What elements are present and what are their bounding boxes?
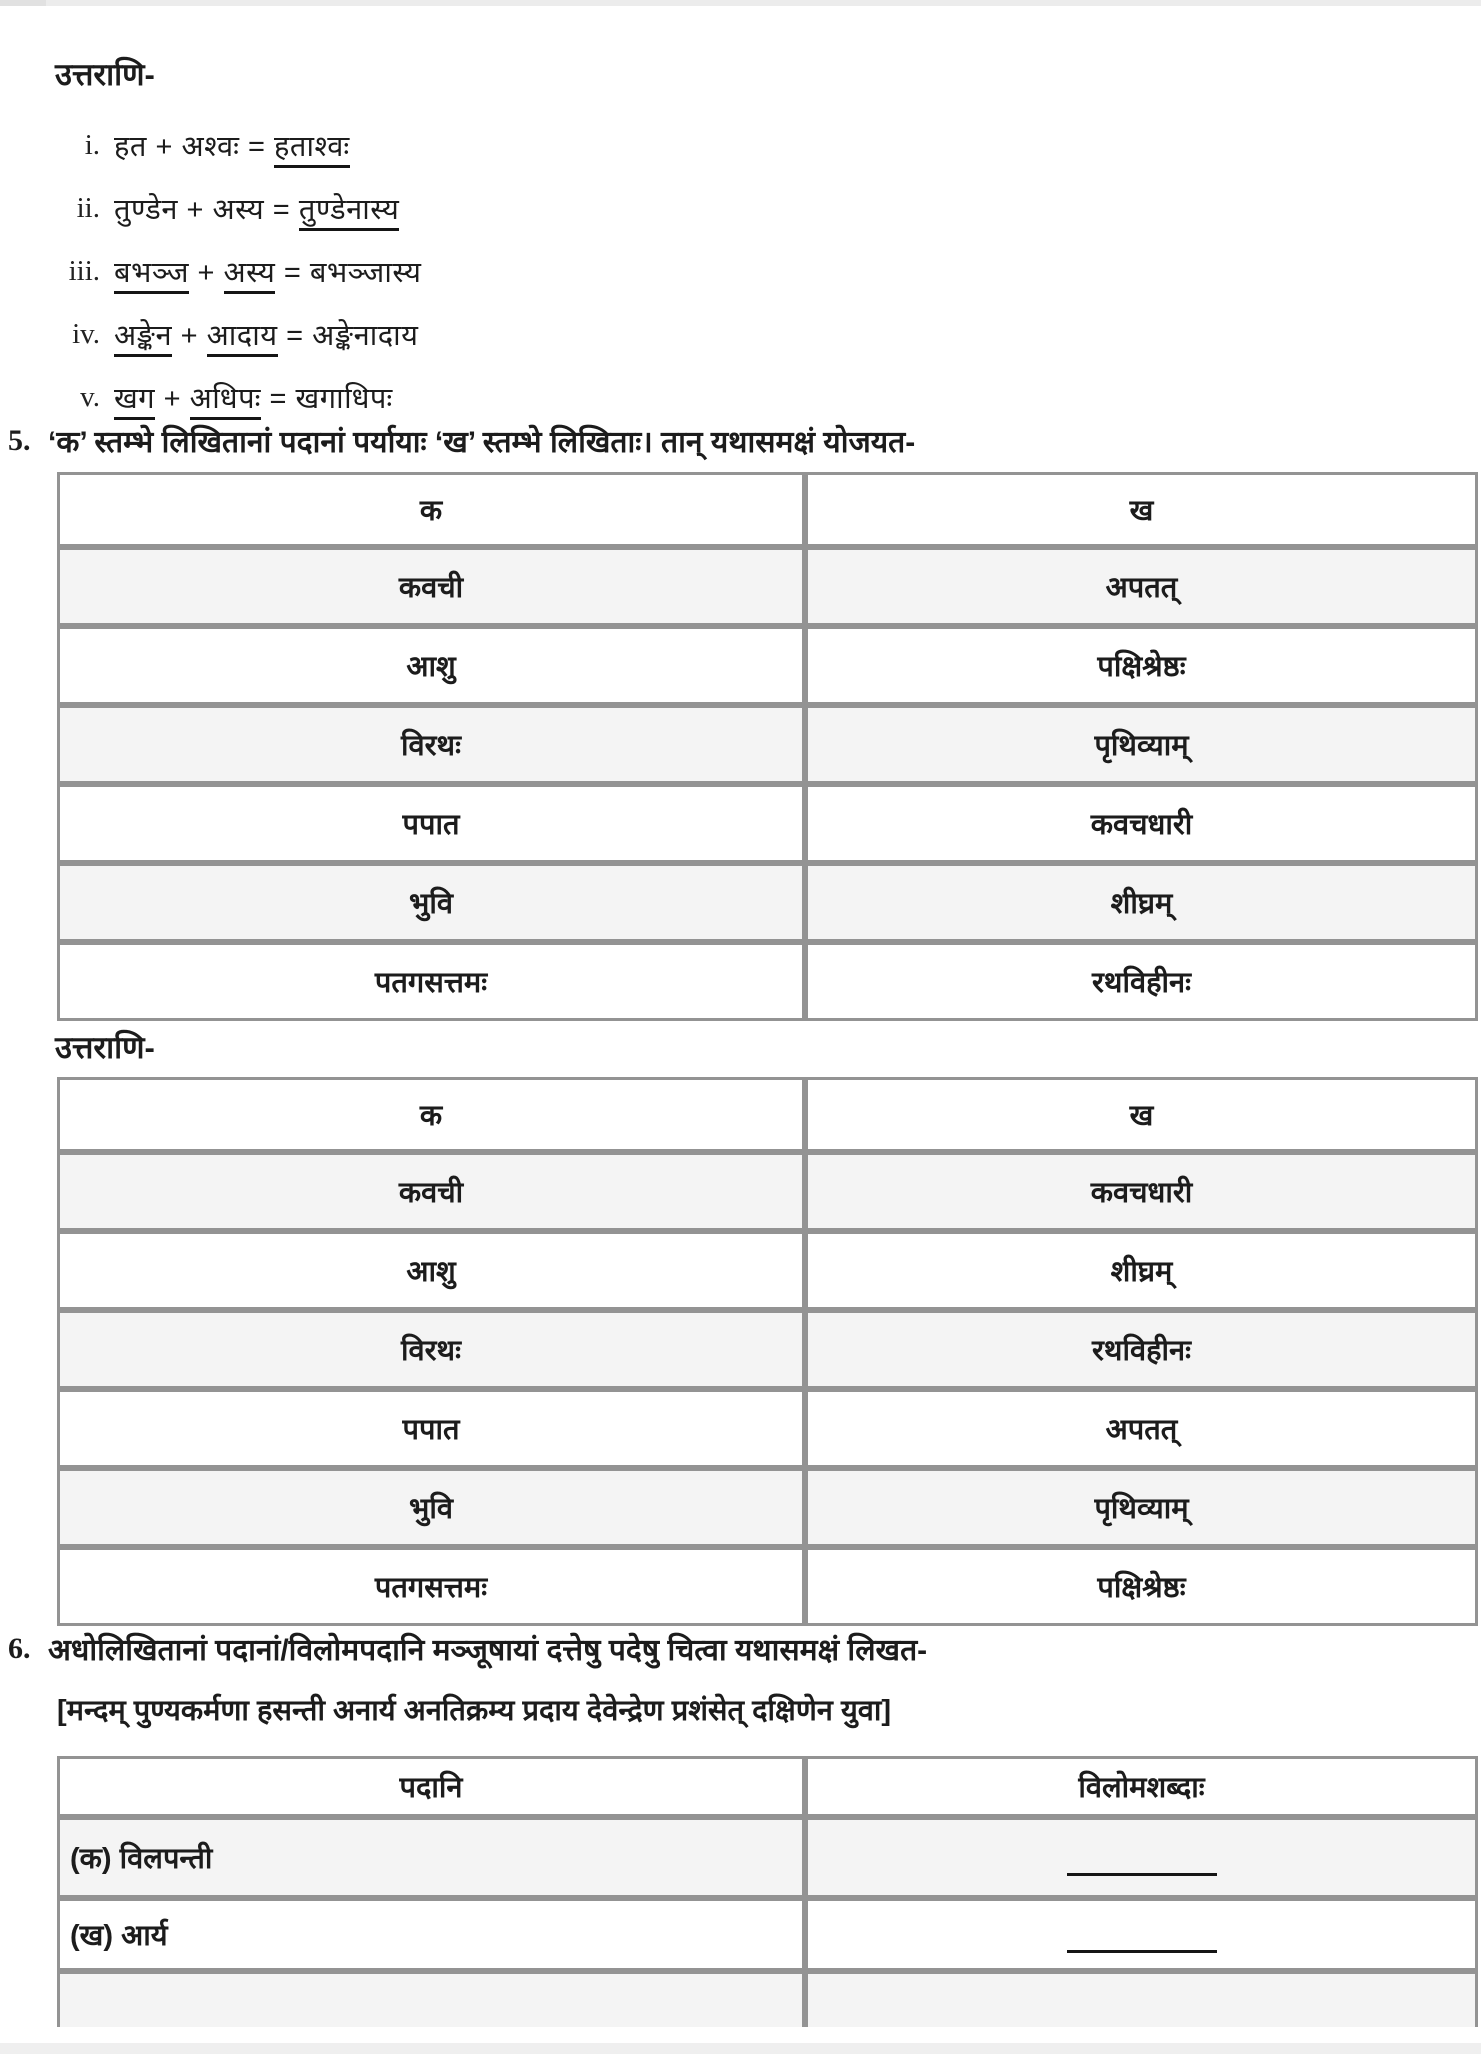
top-edge-strip xyxy=(0,0,1481,6)
word: खगाधिपः xyxy=(295,383,393,415)
underlined-word: अस्य xyxy=(224,257,276,294)
column-header: ख xyxy=(805,1077,1478,1152)
table-cell: कवचधारी xyxy=(805,784,1478,863)
item-numeral: i. xyxy=(84,129,100,161)
table-row xyxy=(57,1547,1478,1626)
answers-heading-2: उत्तराणि- xyxy=(55,1030,155,1065)
sandhi-item xyxy=(0,177,1481,240)
table-cell: आशु xyxy=(57,626,805,705)
table-cell: पपात xyxy=(57,784,805,863)
sandhi-list xyxy=(0,114,1481,429)
antonym-table xyxy=(57,1756,1478,2027)
sandhi-item xyxy=(0,240,1481,303)
table-row xyxy=(57,1898,1478,1971)
table-cell: कवची xyxy=(57,547,805,626)
word: अस्य xyxy=(212,194,265,226)
table-cell: पक्षिश्रेष्ठः xyxy=(805,1547,1478,1626)
word: = xyxy=(260,383,296,415)
underlined-word: आदाय xyxy=(207,320,278,357)
word: + xyxy=(177,194,213,226)
blank-answer-line xyxy=(1067,1920,1217,1953)
sandhi-expression xyxy=(114,378,393,417)
word: = xyxy=(277,320,313,352)
sandhi-expression xyxy=(114,315,418,354)
word: = xyxy=(264,194,299,226)
synonym-answer-table xyxy=(57,1077,1478,1626)
sandhi-item xyxy=(0,303,1481,366)
antonym-table-head xyxy=(57,1756,1478,1817)
antonym-table-body xyxy=(57,1817,1478,2027)
table-row xyxy=(57,626,1478,705)
table-row xyxy=(57,705,1478,784)
sandhi-expression xyxy=(114,126,350,165)
table-cell: शीघ्रम् xyxy=(805,863,1478,942)
table-row xyxy=(57,547,1478,626)
underlined-word: हताश्वः xyxy=(274,131,350,168)
table-row xyxy=(57,1231,1478,1310)
answer-cell xyxy=(805,1971,1478,2027)
item-numeral: iv. xyxy=(72,318,100,350)
answer-cell xyxy=(805,1898,1478,1971)
word: तुण्डेन xyxy=(114,194,178,226)
column-header: पदानि xyxy=(57,1756,805,1817)
word: अश्वः xyxy=(181,131,240,163)
question-6-text: अधोलिखितानां पदानां/विलोमपदानि मञ्जूषायां दत्तेषु पदेषु चित्वा यथासमक्षं लिखत- xyxy=(48,1634,928,1667)
table-cell: कवची xyxy=(57,1152,805,1231)
sandhi-item xyxy=(0,366,1481,429)
word: बभञ्जास्य xyxy=(309,257,422,289)
table-row xyxy=(57,1817,1478,1898)
table-cell: आशु xyxy=(57,1231,805,1310)
blank-answer-line xyxy=(1067,1843,1217,1876)
synonym-answer-table-head xyxy=(57,1077,1478,1152)
table-cell: कवचधारी xyxy=(805,1152,1478,1231)
synonym-match-table-head xyxy=(57,472,1478,547)
table-row xyxy=(57,1389,1478,1468)
question-5-text: ‘क’ स्तम्भे लिखितानां पदानां पर्यायाः ‘ख’ स्तम्भे लिखिताः। तान् यथासमक्षं योजयत- xyxy=(48,426,916,459)
question-6 xyxy=(8,1632,927,1670)
table-cell: पृथिव्याम् xyxy=(805,1468,1478,1547)
table-cell: भुवि xyxy=(57,863,805,942)
word-cell: (क) विलपन्ती xyxy=(57,1817,805,1898)
answer-cell xyxy=(805,1817,1478,1898)
table-cell: विरथः xyxy=(57,1310,805,1389)
word: हत xyxy=(114,131,147,163)
column-header: विलोमशब्दाः xyxy=(805,1756,1478,1817)
underlined-word: अङ्केन xyxy=(114,320,172,357)
table-cell: शीघ्रम् xyxy=(805,1231,1478,1310)
word: + xyxy=(146,131,182,163)
synonym-match-table xyxy=(57,472,1478,1021)
underlined-word: बभञ्ज xyxy=(114,257,189,294)
column-header: ख xyxy=(805,472,1478,547)
table-row xyxy=(57,784,1478,863)
table-header-row xyxy=(57,1756,1478,1817)
word: = xyxy=(275,257,310,289)
word: अङ्केनादाय xyxy=(312,320,419,352)
table-cell: पतगसत्तमः xyxy=(57,1547,805,1626)
table-cell: अपतत् xyxy=(805,547,1478,626)
table-cell: रथविहीनः xyxy=(805,1310,1478,1389)
underlined-word: अधिपः xyxy=(190,383,261,420)
answers-heading-1: उत्तराणि- xyxy=(55,57,155,92)
table-row xyxy=(57,1152,1478,1231)
synonym-match-table-body xyxy=(57,547,1478,1021)
question-5 xyxy=(8,424,915,462)
table-row xyxy=(57,1971,1478,2027)
table-cell: पपात xyxy=(57,1389,805,1468)
question-5-number: 5. xyxy=(8,424,31,457)
table-header-row xyxy=(57,472,1478,547)
word: + xyxy=(155,383,190,415)
word: + xyxy=(188,257,224,289)
table-row xyxy=(57,1310,1478,1389)
item-numeral: v. xyxy=(80,381,100,413)
table-cell: पतगसत्तमः xyxy=(57,942,805,1021)
item-numeral: ii. xyxy=(76,192,100,224)
sandhi-expression xyxy=(114,252,421,291)
table-cell: रथविहीनः xyxy=(805,942,1478,1021)
top-edge-strip-left xyxy=(0,0,46,6)
column-header: क xyxy=(57,472,805,547)
table-cell: पक्षिश्रेष्ठः xyxy=(805,626,1478,705)
column-header: क xyxy=(57,1077,805,1152)
table-row xyxy=(57,1468,1478,1547)
table-cell: अपतत् xyxy=(805,1389,1478,1468)
word-cell xyxy=(57,1971,805,2027)
manjusha-word-box: [मन्दम् पुण्यकर्मणा हसन्ती अनार्य अनतिक्रम्य प्रदाय देवेन्द्रेण प्रशंसेत् दक्षिणेन युवा] xyxy=(57,1695,892,1727)
question-6-number: 6. xyxy=(8,1632,31,1665)
table-row xyxy=(57,942,1478,1021)
table-header-row xyxy=(57,1077,1478,1152)
table-row xyxy=(57,863,1478,942)
bottom-edge-strip xyxy=(0,2043,1481,2054)
table-cell: पृथिव्याम् xyxy=(805,705,1478,784)
underlined-word: तुण्डेनास्य xyxy=(299,194,400,231)
word-cell: (ख) आर्य xyxy=(57,1898,805,1971)
item-numeral: iii. xyxy=(68,255,100,287)
synonym-answer-table-body xyxy=(57,1152,1478,1626)
word: + xyxy=(172,320,207,352)
word: = xyxy=(239,131,275,163)
sandhi-expression xyxy=(114,189,399,228)
table-cell: विरथः xyxy=(57,705,805,784)
underlined-word: खग xyxy=(114,383,155,420)
table-cell: भुवि xyxy=(57,1468,805,1547)
sandhi-item xyxy=(0,114,1481,177)
